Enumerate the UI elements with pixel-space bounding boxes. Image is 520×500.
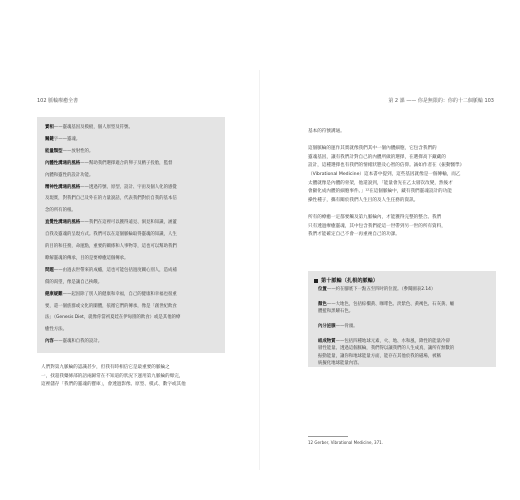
body-line: （Vibrational Medicine）這本書中提到，這些基因就像是一個傳輸，而乙 [308, 172, 461, 177]
body-line: 會顯化成內體的細胞事件。」¹²在這個脈輪中，藏有我們靈魂設計的功能 [308, 189, 452, 195]
box-line-text: ——透過符號、原型、設計、宇宙及個人化的感覺 [80, 184, 177, 190]
box-line-text: 層性能量。透過這個脈輪，我們得以讓我們的人生成真，讓所有無數的 [318, 346, 455, 352]
box-line-term: 健康疑難 [45, 291, 63, 297]
body-line: 靈魂基因，讓有我們計對自己的內體所做的選擇，在選擇高下藏藏的 [308, 154, 446, 160]
left-page-header: 102 脈輪療癒全書 [37, 98, 79, 104]
body-line: 所有的療癒一定都要觸及第九脈輪內，才能獲得完整的整合。我們 [308, 215, 442, 220]
box-line [318, 324, 358, 329]
box-line [45, 256, 128, 261]
box-line [45, 268, 177, 273]
box-line [318, 361, 362, 366]
box-line [318, 287, 435, 292]
box-line-term: 內分泌腺 [318, 324, 336, 329]
box-line-text: 振動能量，讓你和地球能量方面，能存在其他於我的磁場，被稱 [318, 353, 441, 359]
box-line-text: ——靈魂和自我的設計。 [53, 339, 103, 345]
box-line-text: 念的所有的根。 [45, 208, 76, 214]
footnote-rule [308, 436, 348, 437]
box-line [318, 302, 454, 307]
box-line-text: ——骨頭。 [335, 324, 358, 329]
box-line-text: ——起因除了別人的健康和幸福，自己的健康和幸福也很重 [62, 291, 177, 297]
body-line: 這個脈輪的運作其實就像我們其中一個內體細胞，它包含我們的 [308, 146, 437, 152]
box-line-text: ——約在腳底下一點五至四吋的位置。（參閱圖表2.14） [326, 287, 436, 292]
box-line-text: 的目的和任務，命運點，重要的關係和人事物等，這也可以幫助我們 [45, 244, 177, 249]
box-line [318, 339, 450, 344]
box-line-term: 問題 [45, 267, 54, 273]
box-line-text: 內體和靈性的設計功能。 [45, 172, 94, 178]
box-line [318, 309, 353, 314]
box-line-term: 顏色 [318, 301, 327, 307]
box-line [318, 346, 454, 351]
right-page-header: 第 2 課 —— 你是無限的：你的十二個脈輪 103 [388, 98, 494, 104]
box-line [45, 339, 102, 344]
box-line-term: 關鍵 [45, 136, 54, 142]
box-line-text: ——由過去世帶來的成癮，這也可能包括過度關心別人，造成補 [53, 267, 177, 273]
box-line [45, 125, 133, 130]
body-line: 設計，這種選擇也有我們的情緒狀態及心智的信仰。誠如作者在《振動醫學》 [308, 163, 465, 169]
body-line: 人們對第九脈輪的認識甚少，但我有時相信它是最重要的脈輪之 [41, 365, 170, 370]
box-line-text: 及現實，對我們自己及外在的力量說話，代表我們對於自我的基本信 [45, 196, 177, 202]
box-line-term: 內體性溝通的風格 [45, 160, 81, 166]
box-line [45, 208, 76, 213]
box-line [45, 327, 67, 332]
body-line: 基本的符號溝通。 [308, 129, 345, 134]
section-square-icon [314, 279, 318, 283]
box-line-term: 位置 [318, 287, 327, 292]
box-line [45, 315, 180, 320]
box-line-text: ——大地色，包括棕櫚黃、咖啡色、淡紫色、黃褐色、石灰黃、蠟 [326, 301, 455, 307]
box-line-text: 字——靈魂。 [53, 136, 81, 142]
body-line: 操性種子，攜有關於我們人生目的及人生任務的資訊。 [308, 197, 419, 203]
chakra-ten-info-box [308, 271, 496, 367]
box-line [45, 161, 172, 166]
box-line-term: 能量類型 [45, 148, 63, 154]
box-line [45, 232, 177, 237]
body-line: 太體就像是內體的骨架，他還說到，「能量會先在乙太層次改變，然後才 [308, 180, 453, 186]
box-line-text: 體藍和黑曜石色。 [318, 309, 354, 315]
box-line [45, 220, 177, 225]
body-line: 只有透過療癒靈魂，其中包含我們從這一世帶到另一世的所有資料， [308, 223, 446, 229]
box-line-text: ——放射性的。 [62, 148, 94, 154]
box-line [45, 304, 177, 309]
box-line-text: 統擬化地球能量內容。 [318, 361, 362, 366]
box-line [45, 173, 93, 178]
box-line-text: ——靈魂基因及模板，個人原型及符號。 [53, 125, 133, 130]
box-line [45, 149, 93, 154]
box-line-text: 法」（Genesis Diet，就像你當初夏娃在伊甸園的飲食）或是其他的療 [45, 315, 181, 321]
box-line [45, 137, 80, 142]
chakra-ten-title: 第十脈輪（扎根的脈輪） [321, 278, 379, 284]
box-line-text: ——包括四種地球元素，火、地、水和風，降性的能量冷卻 [335, 338, 450, 344]
box-line-term: 實相 [45, 125, 54, 130]
box-line [45, 185, 177, 190]
box-line-text: 要，還一個族群或文化的團體，依循它們的傳承，像是「創世紀飲食 [45, 303, 177, 309]
box-line-text: ——我們在這裡可以獲得遠見、洞見和知識，涵蓋 [80, 220, 177, 226]
box-line-text: 償的渴望，像是讓自己挨餓。 [45, 279, 103, 285]
box-line [45, 244, 177, 249]
right-page [260, 0, 520, 500]
box-line-text: 自我及靈魂的呈現方式。我們可以在這個脈輪取得靈魂的知識，人生 [45, 232, 177, 238]
box-line [318, 354, 441, 359]
box-line-text: ——幫助我們選擇適合的卵子及精子投胎，監督 [80, 160, 173, 166]
box-line [45, 292, 177, 297]
body-line: 這裡儲存「我們的靈魂的寶庫」，會透過影像、原型、模式、數字或其他 [41, 382, 186, 387]
body-line: 一，找超我藥條部的語兩歸常在不知道的狀況下運用第九脈輪的爆完， [41, 373, 184, 379]
box-line-text: 癒性方法。 [45, 327, 67, 333]
footnote: 12 Gerber, Vibrational Medicine, 371. [308, 440, 383, 445]
box-line [45, 280, 102, 285]
box-line [45, 196, 177, 201]
box-line-term: 組成物質 [318, 338, 336, 344]
box-line-text: 瞭解靈魂的傳承，目的是要療癒這個傳承。 [45, 255, 129, 261]
box-line-term: 內容 [45, 339, 54, 345]
body-line: 我們才能確定自己不會一再重複自己的功課。 [308, 232, 400, 238]
box-line-term: 精神性溝通的風格 [45, 184, 81, 190]
box-line-term: 直覺性溝通的風格 [45, 220, 81, 226]
